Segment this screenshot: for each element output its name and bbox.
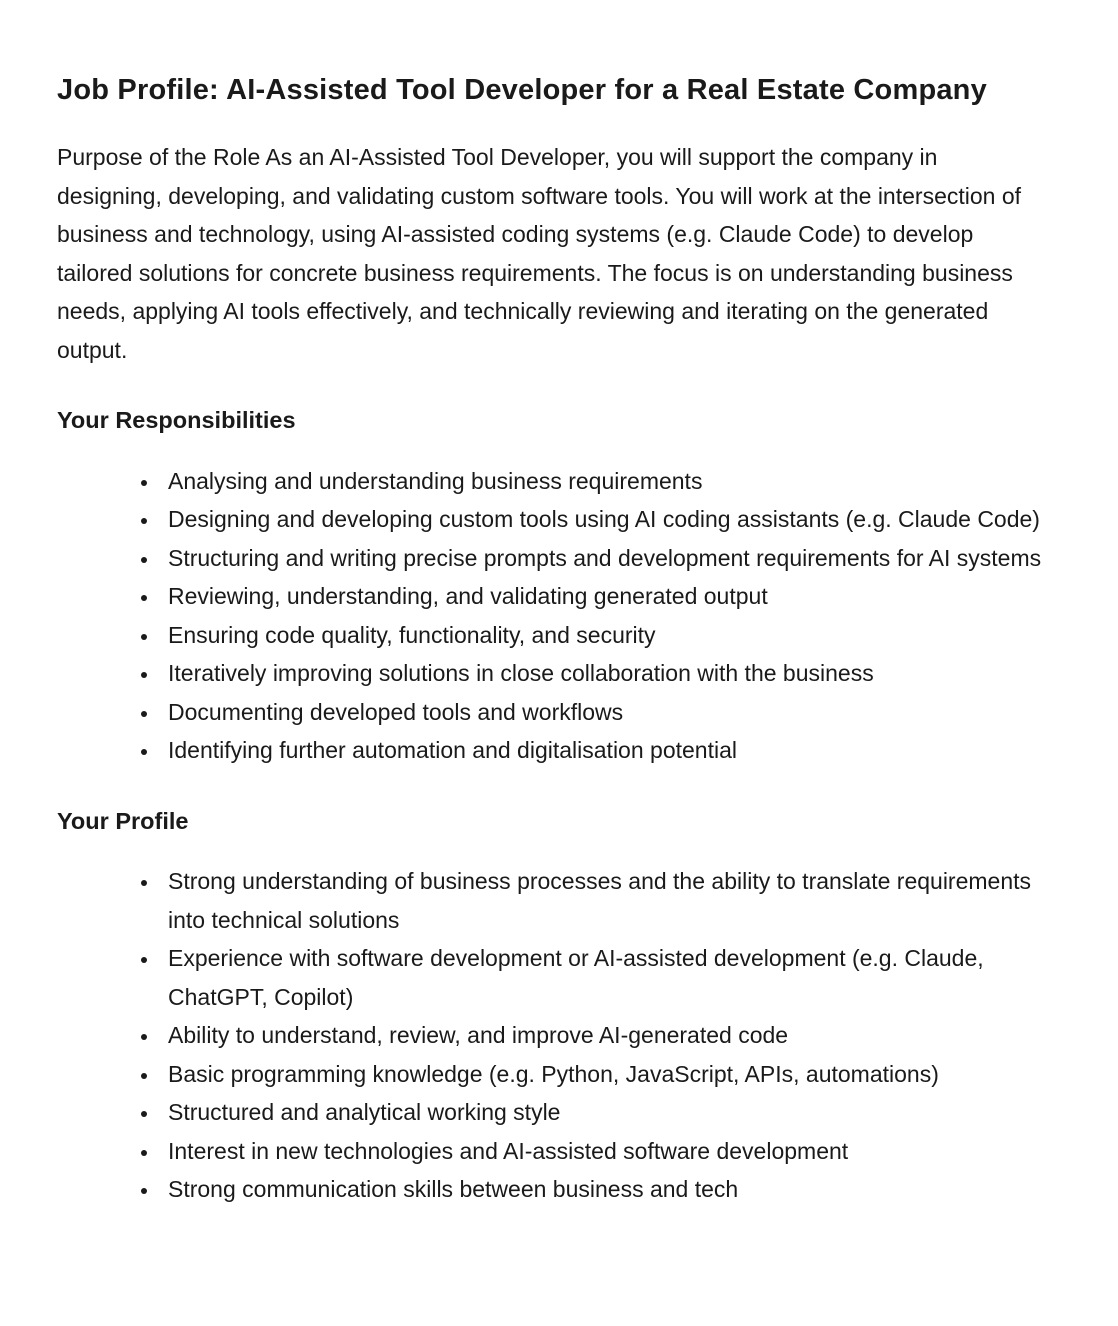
- section-heading-responsibilities: Your Responsibilities: [57, 407, 296, 434]
- list-item: • Strong communication skills between business and tech: [160, 1170, 1058, 1209]
- list-item: • Ability to understand, review, and improve AI-generated code: [160, 1016, 1058, 1055]
- page-title: Job Profile: AI-Assisted Tool Developer for a Real Estate Company: [57, 74, 987, 106]
- list-item: • Ensuring code quality, functionality, and security: [160, 616, 1058, 655]
- list-item: • Designing and developing custom tools using AI coding assistants (e.g. Claude Code): [160, 500, 1058, 539]
- list-item: • Strong understanding of business processes and the ability to translate requirements into technical solutions: [160, 862, 1058, 939]
- list-item: • Structuring and writing precise prompts and development requirements for AI systems: [160, 539, 1058, 578]
- list-item: • Identifying further automation and digitalisation potential: [160, 731, 1058, 770]
- list-item: • Analysing and understanding business requirements: [160, 462, 1058, 501]
- list-item: • Documenting developed tools and workflows: [160, 693, 1058, 732]
- section-heading-profile: Your Profile: [57, 807, 189, 834]
- list-item: • Interest in new technologies and AI-assisted software development: [160, 1132, 1058, 1171]
- list-item: • Reviewing, understanding, and validating generated output: [160, 577, 1058, 616]
- list-item: • Iteratively improving solutions in close collaboration with the business: [160, 654, 1058, 693]
- responsibilities-list: [57, 462, 1058, 770]
- profile-list: [57, 862, 1058, 1209]
- list-item: • Experience with software development or AI-assisted development (e.g. Claude, ChatGPT, Copilot): [160, 939, 1058, 1016]
- intro-paragraph: Purpose of the Role As an AI-Assisted Tool Developer, you will support the company in designing, developing, and validating custom software tools. You will work at the intersection of business and technology, using AI-assisted coding systems (e.g. Claude Code) to develop tailored solutions for concrete business requirements. The focus is on understanding business needs, applying AI tools effectively, and technically reviewing and iterating on the generated output.: [57, 144, 1022, 363]
- list-item: • Structured and analytical working style: [160, 1093, 1058, 1132]
- list-item: • Basic programming knowledge (e.g. Python, JavaScript, APIs, automations): [160, 1055, 1058, 1094]
